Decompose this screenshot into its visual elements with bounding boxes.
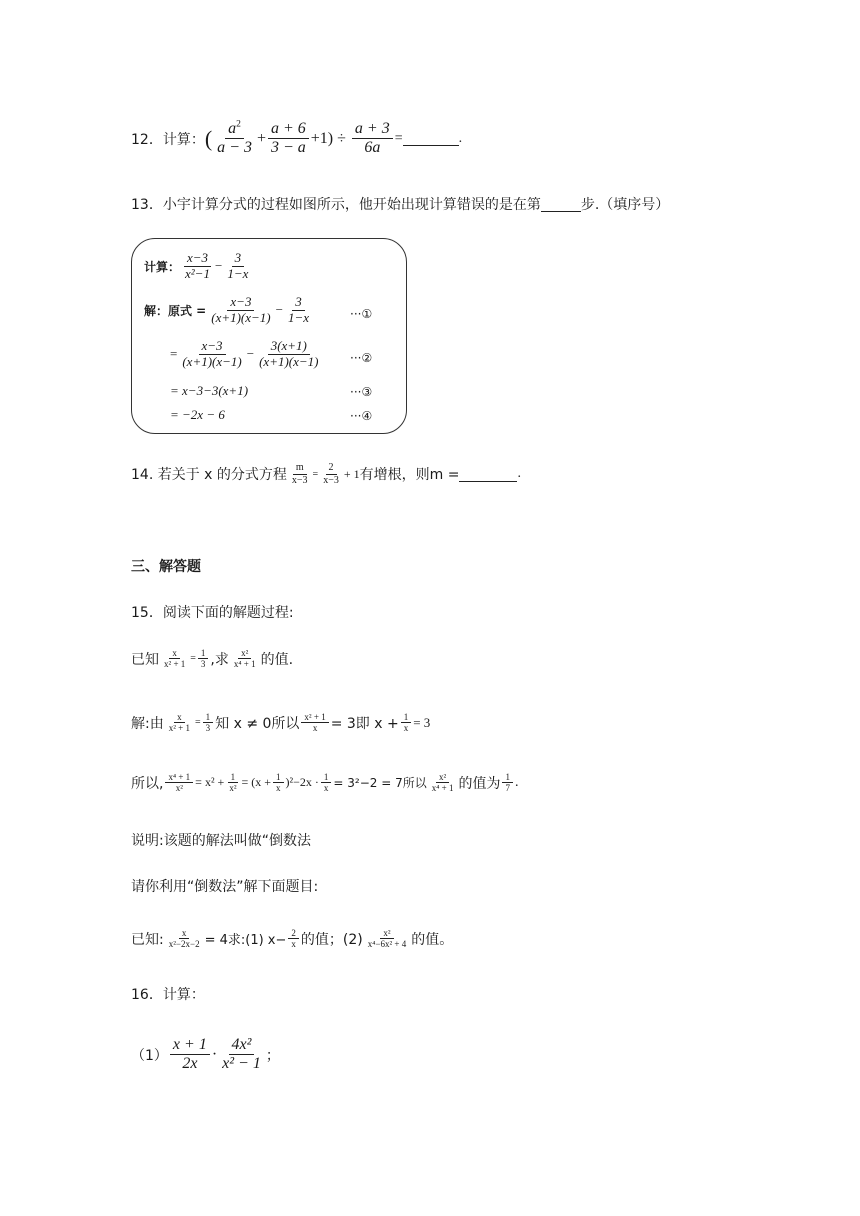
- q12-fraction-2: $\frac{a + 6}{3 - a}$: [268, 120, 309, 158]
- q12-fraction-3: $\frac{a + 3}{6a}$: [352, 120, 393, 158]
- q15-task: 已知: $\frac{x}{\text{x²−2x−2}}$ = 4求:(1) x− $\frac{2}{x}$ 的值；(2) $\frac{\text{x²}}{\text{x⁴−6x² + 4}}$ 的值。: [131, 928, 454, 950]
- q16-part-1: （1） $\frac{x + 1}{2x}$ · $\frac{\text{4x²}}{\text{x² − 1}}$ ；: [131, 1036, 280, 1073]
- question-12: 12．计算： ( $\frac{a^2}{a - 3}$ + $\frac{a + 6}{3 - a}$ +1) ÷ $\frac{a + 3}{6a}$ = .: [131, 118, 463, 157]
- q15-derivation: 所以, $\frac{\text{x⁴ + 1}}{\text{x²}}$ = x² + $\frac{1}{\text{x²}}$ = (x + $\frac{1}{x}$ )²−2x · $\frac{1}{x}$ = 3²−2 = 7所以 $\frac{\text{x²}}{\text{x⁴ + 1}}$ 的值为 $\frac{1}{7}$ .: [131, 772, 519, 794]
- calculation-figure: 计算： $\frac{x-3}{\text{x²−1}}$ − $\frac{3}{1-x}$ 解：原式 = $\frac{x-3}{(x+1)(x-1)}$ − $\frac{3}{1-x}$ ···① = $\frac{x-3}{(x+1)(x-1)}$ − $\frac{3(x+1)}{(x+1)(x-1)}$ ···② = x−3−3(x+1) ···③ = −2x − 6 ···④: [131, 238, 407, 434]
- step-marker-1: ···①: [350, 307, 373, 321]
- answer-blank: [403, 131, 459, 146]
- question-15: 15．阅读下面的解题过程:: [131, 605, 294, 621]
- q15-solution: 解:由 $\frac{x}{\text{x² + 1}}$ = $\frac{1}{3}$ 知 x ≠ 0所以 $\frac{\text{x² + 1}}{x}$ = 3即 x + $\frac{1}{x}$ = 3: [131, 712, 431, 734]
- step-marker-2: ···②: [350, 351, 373, 365]
- step-marker-4: ···④: [350, 409, 373, 423]
- step-marker-3: ···③: [350, 385, 373, 399]
- question-13: 13．小宇计算分式的过程如图所示，他开始出现计算错误的是在第 步.（填序号）: [131, 197, 670, 213]
- answer-blank: [541, 197, 581, 212]
- q12-label: 12．计算：: [131, 131, 205, 148]
- q15-note: 说明:该题的解法叫做“倒数法: [131, 833, 311, 849]
- answer-blank: [459, 467, 517, 482]
- q15-given: 已知 $\frac{x}{\text{x² + 1}}$ = $\frac{1}{3}$ ,求 $\frac{\text{x²}}{\text{x⁴ + 1}}$ 的值.: [131, 648, 294, 670]
- open-paren: (: [204, 125, 213, 151]
- q15-request: 请你利用“倒数法”解下面题目:: [131, 879, 319, 895]
- question-16: 16．计算：: [131, 987, 205, 1003]
- section-title: 三、解答题: [131, 559, 201, 575]
- question-14: 14. 若关于 x 的分式方程 $\frac{m}{x-3}$ = $\frac{2}{x-3}$ + 1 有增根，则m = .: [131, 462, 521, 486]
- q12-fraction-1: $\frac{a^2}{a - 3}$: [217, 118, 252, 157]
